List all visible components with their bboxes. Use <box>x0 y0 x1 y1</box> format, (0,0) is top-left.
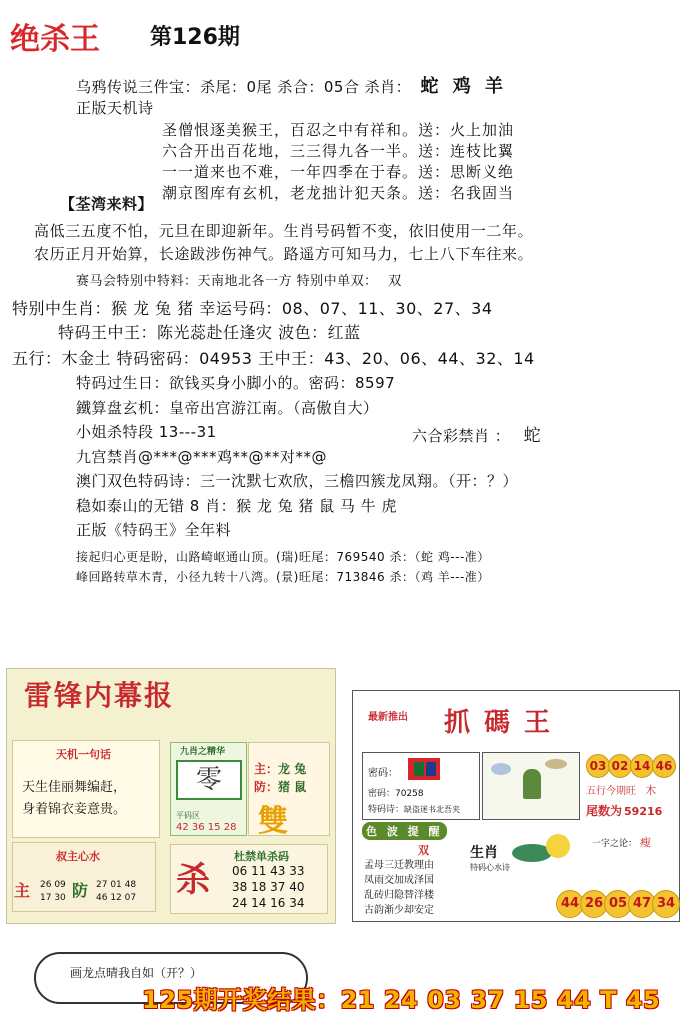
forbidden-value: 蛇 <box>523 426 542 446</box>
lucky-left-2: 17 30 <box>40 893 66 903</box>
weishu-label <box>586 802 662 819</box>
forbidden-label: 六合彩禁肖 ： <box>412 427 511 445</box>
logo-icon <box>408 758 440 780</box>
miss-kill-line: 小姐杀特段 13---31 <box>76 423 217 441</box>
page-title: 绝杀王 <box>10 22 100 57</box>
wuxing-label <box>586 782 656 798</box>
one-sentence-line-2: 身着锦衣妾意贵。 <box>22 802 127 817</box>
new-label: 最新推出 <box>368 712 408 723</box>
lucky-right-2: 46 12 07 <box>96 893 137 903</box>
scene-image <box>482 752 580 820</box>
yiju-label <box>592 834 651 850</box>
wuxing-line: 五行：木金土 特码密码：04953 王中王：43、20、06、44、32、14 <box>12 349 535 368</box>
quanwan-line-2: 农历正月开始算，长途跋涉伤神气。路遥方可知马力，七上八下车往来。 <box>34 245 534 263</box>
poem-line-3: 一一道来也不难，一年四季在于春。送：思断义绝 <box>162 163 515 181</box>
zero-nums-heading: 平码区 <box>176 811 200 820</box>
poem-heading: 正版天机诗 <box>76 99 154 117</box>
zhu-text: 主： <box>254 762 279 776</box>
sebo-label: 色 波 提 醒 <box>362 822 447 840</box>
poem-line-2: 六合开出百花地，三三得九各一半。送：连枝比翼 <box>162 142 515 160</box>
temishi-text: 特码诗： <box>368 805 405 815</box>
zhu-label <box>254 760 306 777</box>
sebo-value: 双 <box>418 844 429 857</box>
crow-text: 乌鸦传说三件宝：杀尾：0尾 杀合：05合 杀肖： <box>76 78 412 96</box>
one-sentence-heading: 天机一句话 <box>56 748 111 761</box>
birthday-line: 特码过生日：欲钱买身小脚小的。密码：8597 <box>76 374 396 392</box>
top-ball-4: 46 <box>652 754 676 778</box>
crow-line <box>76 72 507 98</box>
zero-heading: 九肖之精华 <box>180 747 226 757</box>
poem-line-4: 潮京图库有玄机，老龙拙计犯天条。送：名我固当 <box>162 184 515 202</box>
abacus-line: 鐵算盘玄机：皇帝出宫游江南。（高傲自大） <box>76 399 379 417</box>
horse-text: 赛马会特别中特料：天南地北各一方 特别中单双： <box>76 274 378 289</box>
top-ball-2: 02 <box>608 754 632 778</box>
weishu-value: 59216 <box>624 805 663 818</box>
poem-block <box>364 858 464 918</box>
yiju-value: 瘦 <box>639 836 651 849</box>
horse-value: 双 <box>388 274 402 289</box>
lucky-fang: 防 <box>72 881 89 900</box>
tezhi-label: 特码心水诗 <box>470 863 510 872</box>
weishu-text: 尾数为 <box>586 804 623 818</box>
wuxing-value: 木 <box>645 784 657 797</box>
temishi-label <box>368 802 460 815</box>
bottom-ball-5: 34 <box>652 890 680 918</box>
temishi-value: 缺盗迷书北吾夹 <box>404 805 461 814</box>
shuang-char: 雙 <box>258 804 288 839</box>
annual-line: 正版《特码王》全年料 <box>76 521 232 539</box>
quanwan-heading: 【荃湾来料】 <box>60 195 154 213</box>
fang-label <box>254 778 306 795</box>
poem-line-1: 圣僧恨逐美猴王，百忍之中有祥和。送：火上加油 <box>162 121 515 139</box>
ninepalace-line: 九宫禁肖@***@***鸡**@**对**@ <box>76 448 328 466</box>
zhu-value: 龙 兔 <box>278 762 307 776</box>
zhuamawang-title: 抓碼王 <box>444 708 565 738</box>
quanwan-line-1: 高低三五度不怕，元旦在即迎新年。生肖号码暂不变，依旧使用一二年。 <box>34 222 534 240</box>
yiju-text: 一字之论： <box>592 839 638 849</box>
mima2: 密码：70258 <box>368 789 424 799</box>
fang-text: 防： <box>254 780 279 794</box>
cloud-text: 画龙点晴我自如（开？） <box>70 966 203 980</box>
kill-row-2: 38 18 37 40 <box>232 880 305 894</box>
tail-line-1: 接起归心更是盼，山路崎岖通山顶。(瑞)旺尾：769540 杀：（蛇 鸡---准） <box>76 550 490 564</box>
zero-char: 零 <box>176 760 242 800</box>
kill-row-1: 06 11 43 33 <box>232 864 305 878</box>
bottom-ball-3: 05 <box>604 890 632 918</box>
poem-block-line-3: 乱砖归隐替洋楼 <box>364 890 434 901</box>
poem-block-line-4: 古韵渐少却安定 <box>364 905 434 916</box>
draw-result: 125期开奖结果：21 24 03 37 15 44 T 45 <box>142 986 661 1014</box>
poem-block-line-1: 孟母三迁教理由 <box>364 860 434 871</box>
leifeng-title: 雷锋内幕报 <box>24 679 175 712</box>
bottom-ball-2: 26 <box>580 890 608 918</box>
kill-char: 杀 <box>176 860 210 900</box>
tail-line-2: 峰回路转草木青，小径九转十八湾。(景)旺尾：713846 杀：（鸡 羊---准） <box>76 570 490 584</box>
dragon-image <box>506 830 576 876</box>
eight-zodiac-line: 稳如泰山的无错 8 肖：猴 龙 兔 猪 鼠 马 牛 虎 <box>76 497 397 515</box>
poem-block-line-2: 凤雨交加成泽国 <box>364 875 434 886</box>
top-ball-1: 03 <box>586 754 610 778</box>
lucky-left-1: 26 09 <box>40 880 66 890</box>
one-sentence-line-1: 天生佳丽舞编赶， <box>22 780 127 795</box>
lucky-zhu: 主 <box>14 881 31 900</box>
crow-zodiac: 蛇 鸡 羊 <box>420 76 507 97</box>
lucky-heading: 叔主心水 <box>56 850 100 863</box>
wuxing-text: 五行今期旺 <box>586 786 636 797</box>
bottom-ball-1: 44 <box>556 890 584 918</box>
top-ball-3: 14 <box>630 754 654 778</box>
special-zodiac-line: 特别中生肖：猴 龙 兔 猪 幸运号码：08、07、11、30、27、34 <box>12 299 493 318</box>
lucky-right-1: 27 01 48 <box>96 880 137 890</box>
macau-line: 澳门双色特码诗：三一沈默七欢欣，三檐四簇龙凤翔。（开：？） <box>76 472 519 490</box>
fang-value: 猪 鼠 <box>278 780 307 794</box>
king-line: 特码王中王：陈光蕊赴任逢灾 波色：红蓝 <box>58 323 361 342</box>
shengxiao-label: 生肖 <box>470 845 498 861</box>
kill-heading: 杜禁单杀码 <box>234 850 289 863</box>
forbidden-zodiac <box>412 421 541 446</box>
issue-number: 第126期 <box>150 25 240 50</box>
kill-row-3: 24 14 16 34 <box>232 896 305 910</box>
mima-label: 密码： <box>368 768 398 779</box>
zero-nums: 42 36 15 28 <box>176 822 237 833</box>
bottom-ball-4: 47 <box>628 890 656 918</box>
horse-line <box>76 270 402 289</box>
